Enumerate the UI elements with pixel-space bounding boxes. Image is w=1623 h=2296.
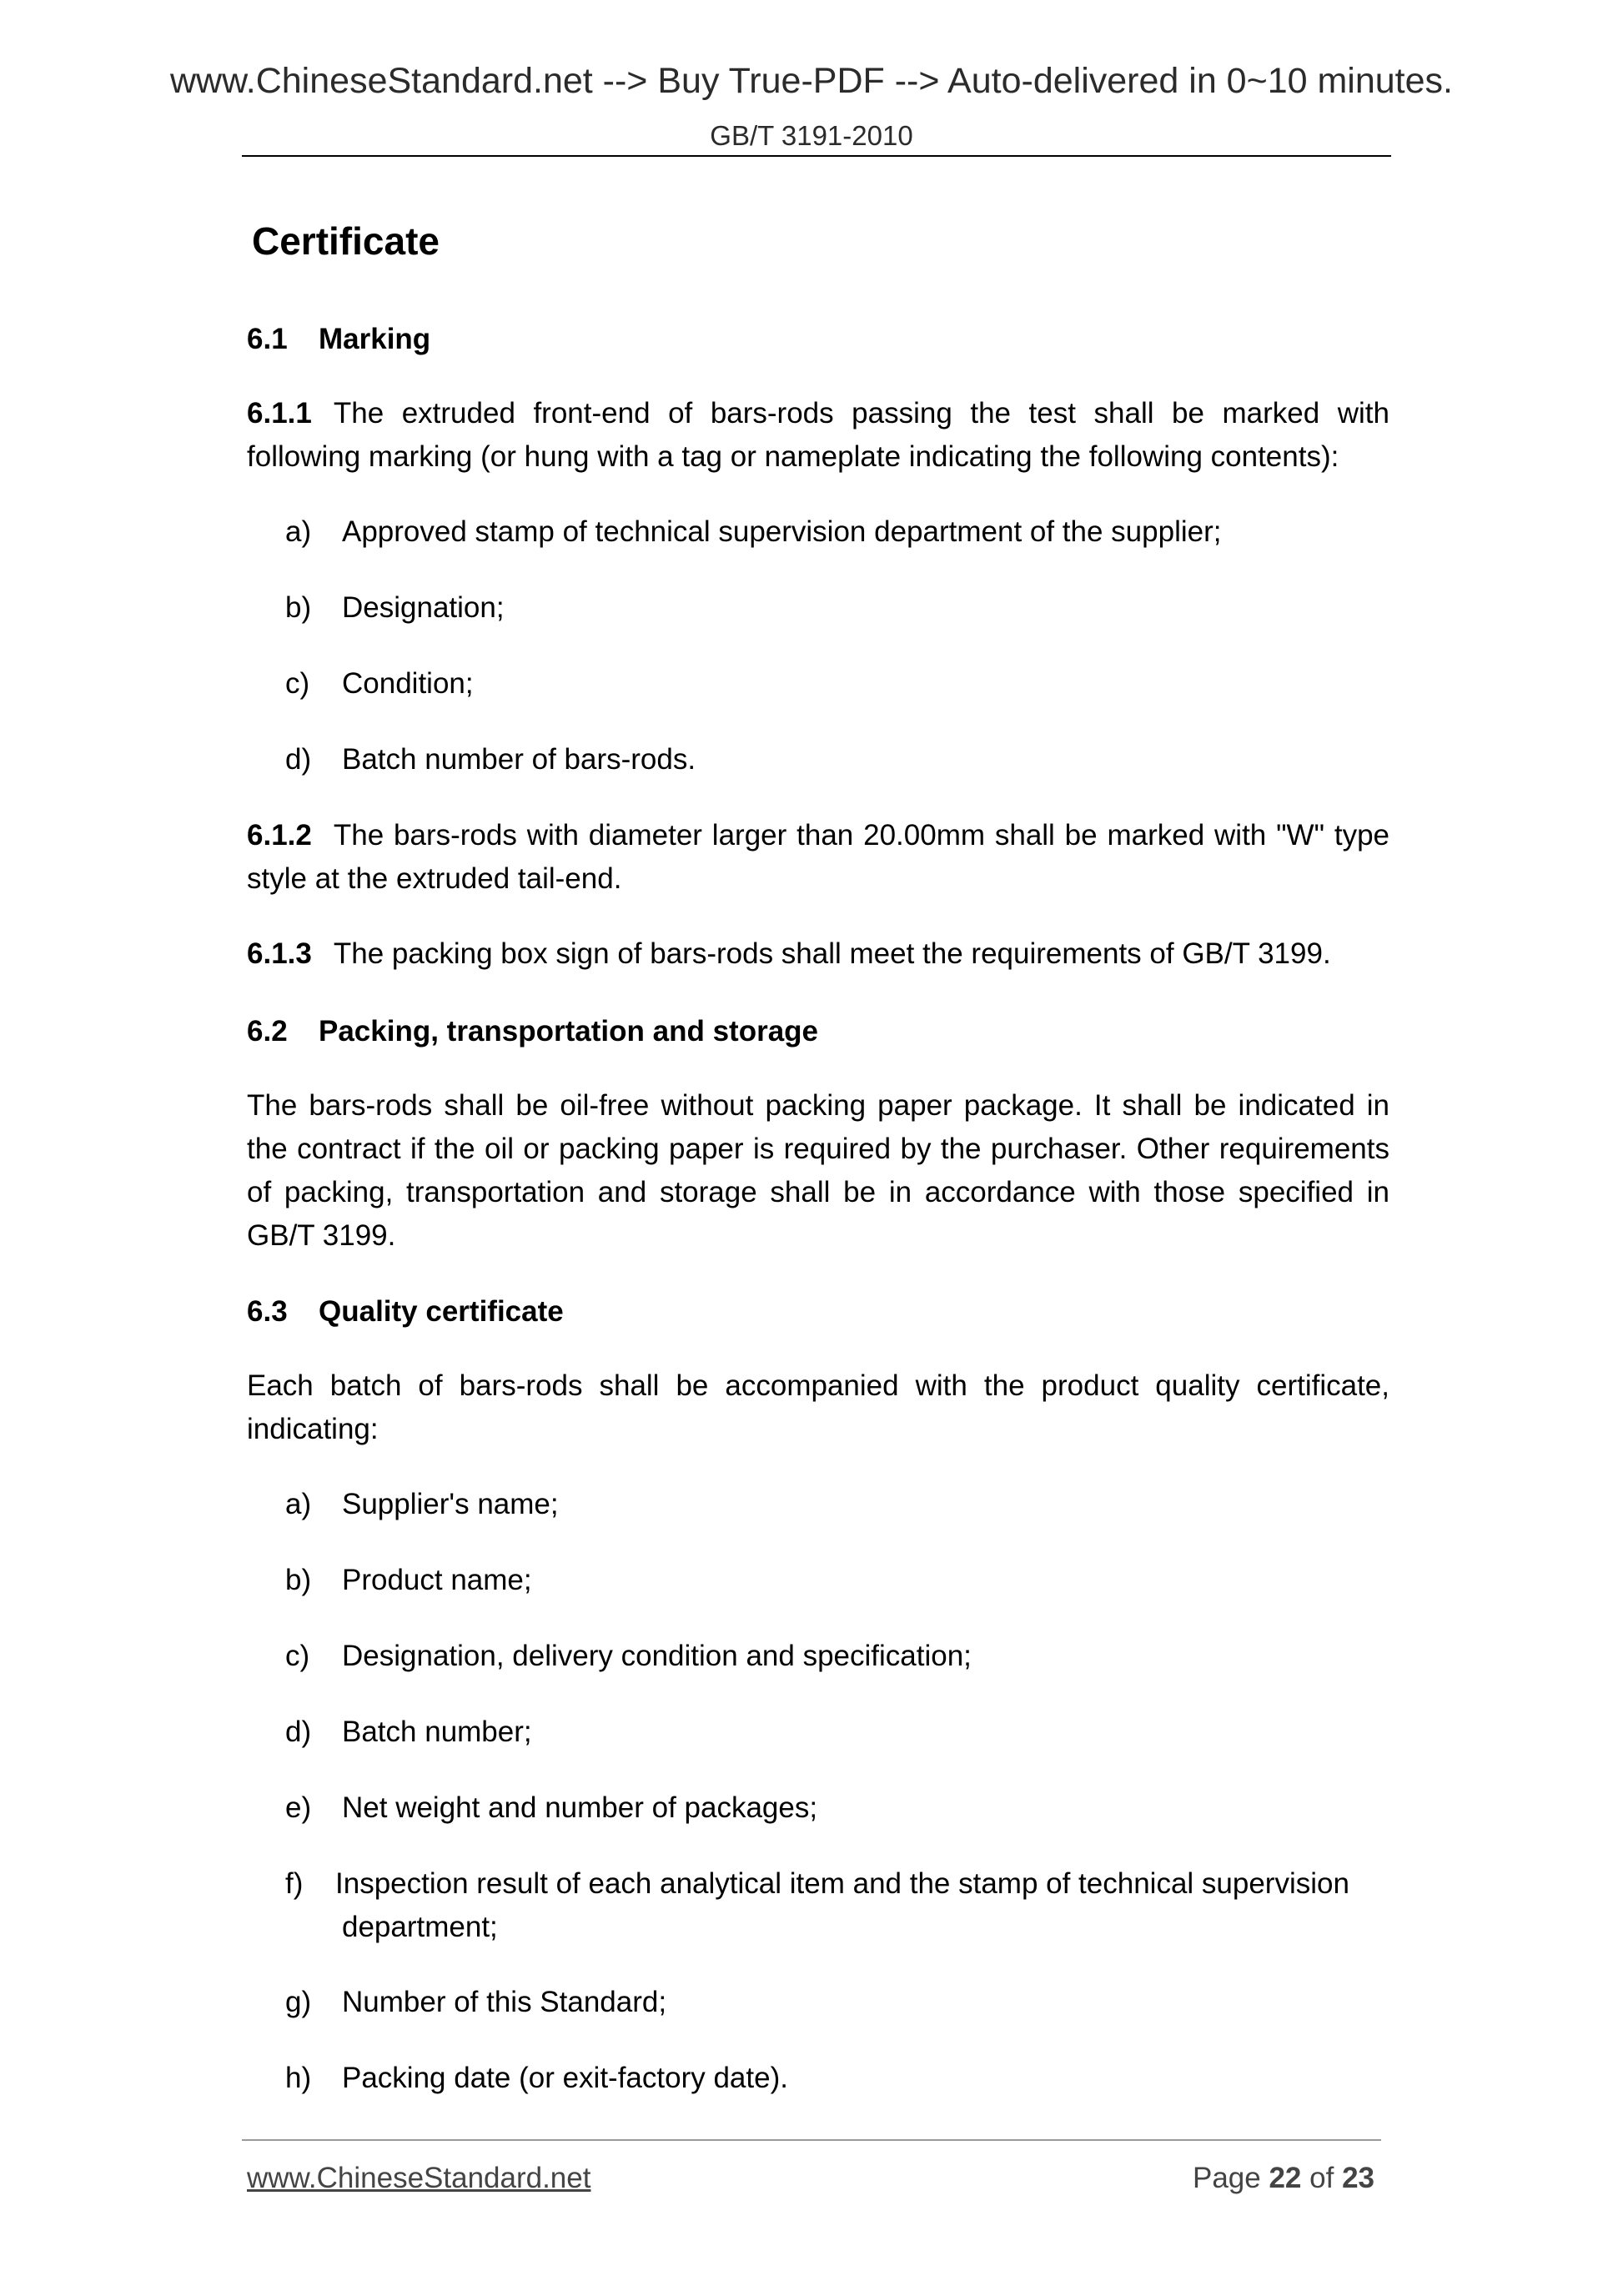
list-text: Net weight and number of packages;	[342, 1791, 818, 1824]
list-text: Packing date (or exit-factory date).	[342, 2062, 788, 2094]
list-marker: e)	[285, 1791, 312, 1824]
list-text-continuation: department;	[342, 1911, 498, 1943]
list-marker: c)	[285, 667, 310, 700]
list-text: Inspection result of each analytical item and the stamp of technical supervision	[335, 1867, 1349, 1900]
footer-divider	[242, 2139, 1381, 2141]
list-marker: d)	[285, 1716, 312, 1748]
clause-text: The packing box sign of bars-rods shall meet the requirements of GB/T 3199.	[333, 937, 1331, 970]
list-text: Condition;	[342, 667, 474, 700]
list-item	[285, 1559, 1389, 1602]
list-marker: d)	[285, 743, 312, 776]
page-title: Certificate	[252, 219, 440, 263]
clause-text: The bars-rods with diameter larger than 20.00mm shall be marked with "W" type style at the extruded tail-end.	[247, 819, 1389, 895]
standard-number: GB/T 3191-2010	[710, 120, 913, 151]
list-text: Approved stamp of technical supervision department of the supplier;	[342, 515, 1222, 548]
list-marker: c)	[285, 1640, 310, 1672]
list-marker: a)	[285, 515, 312, 548]
clause-text: The extruded front-end of bars-rods passing the test shall be marked with following marking (or hung with a tag or nameplate indicating the following contents):	[247, 397, 1389, 473]
heading-text: Quality certificate	[319, 1295, 564, 1328]
list-text: Designation;	[342, 591, 505, 624]
clause-number: 6.1.2	[247, 819, 312, 852]
list-item	[285, 1862, 1389, 1949]
list-text: Supplier's name;	[342, 1488, 559, 1520]
paragraph-6-3: Each batch of bars-rods shall be accompanied with the product quality certificate, indicating:	[247, 1369, 1389, 1445]
clause-6-1-1	[247, 392, 1389, 479]
list-marker: a)	[285, 1488, 312, 1520]
list-item	[285, 1786, 1389, 1830]
page-total: 23	[1342, 2162, 1374, 2194]
list-marker: b)	[285, 1564, 312, 1596]
list-item	[285, 1981, 1389, 2024]
list-item	[285, 510, 1389, 554]
heading-6-2	[247, 1017, 818, 1046]
list-marker: h)	[285, 2062, 312, 2094]
clause-number: 6.1.3	[247, 937, 312, 970]
list-marker: g)	[285, 1986, 312, 2018]
footer-website-link[interactable]: www.ChineseStandard.net	[247, 2162, 591, 2194]
list-marker: b)	[285, 591, 312, 624]
list-text: Batch number of bars-rods.	[342, 743, 696, 776]
heading-number: 6.3	[247, 1295, 288, 1328]
list-text: Number of this Standard;	[342, 1986, 667, 2018]
heading-text: Marking	[319, 323, 431, 355]
list-item	[285, 1711, 1389, 1754]
heading-6-3	[247, 1297, 564, 1326]
list-text: Designation, delivery condition and specification;	[342, 1640, 972, 1672]
list-text: Product name;	[342, 1564, 532, 1596]
list-item	[285, 738, 1389, 781]
heading-number: 6.1	[247, 323, 288, 355]
clause-number: 6.1.1	[247, 397, 312, 430]
header-divider	[242, 155, 1391, 157]
header-banner: www.ChineseStandard.net --> Buy True-PDF --> Auto-delivered in 0~10 minutes.	[169, 61, 1453, 101]
clause-6-1-2	[247, 814, 1389, 901]
list-marker: f)	[285, 1867, 304, 1900]
page-current: 22	[1269, 2162, 1302, 2194]
list-text: Batch number;	[342, 1716, 532, 1748]
list-item	[285, 662, 1389, 706]
paragraph-6-2: The bars-rods shall be oil-free without packing paper package. It shall be indicated in the contract if the oil or packing paper is required by the purchaser. Other requirements of packing, transportation and storage shall be in accordance with those specified in GB/T 3199.	[247, 1089, 1389, 1252]
page-number	[1193, 2163, 1374, 2193]
list-item	[285, 1635, 1389, 1678]
heading-text: Packing, transportation and storage	[319, 1015, 818, 1048]
list-item	[285, 1483, 1389, 1526]
list-item	[285, 586, 1389, 630]
page-label: Page	[1192, 2162, 1261, 2194]
list-item	[285, 2057, 1389, 2100]
page-of: of	[1309, 2162, 1334, 2194]
heading-number: 6.2	[247, 1015, 288, 1048]
heading-6-1	[247, 324, 430, 354]
clause-6-1-3	[247, 932, 1389, 976]
